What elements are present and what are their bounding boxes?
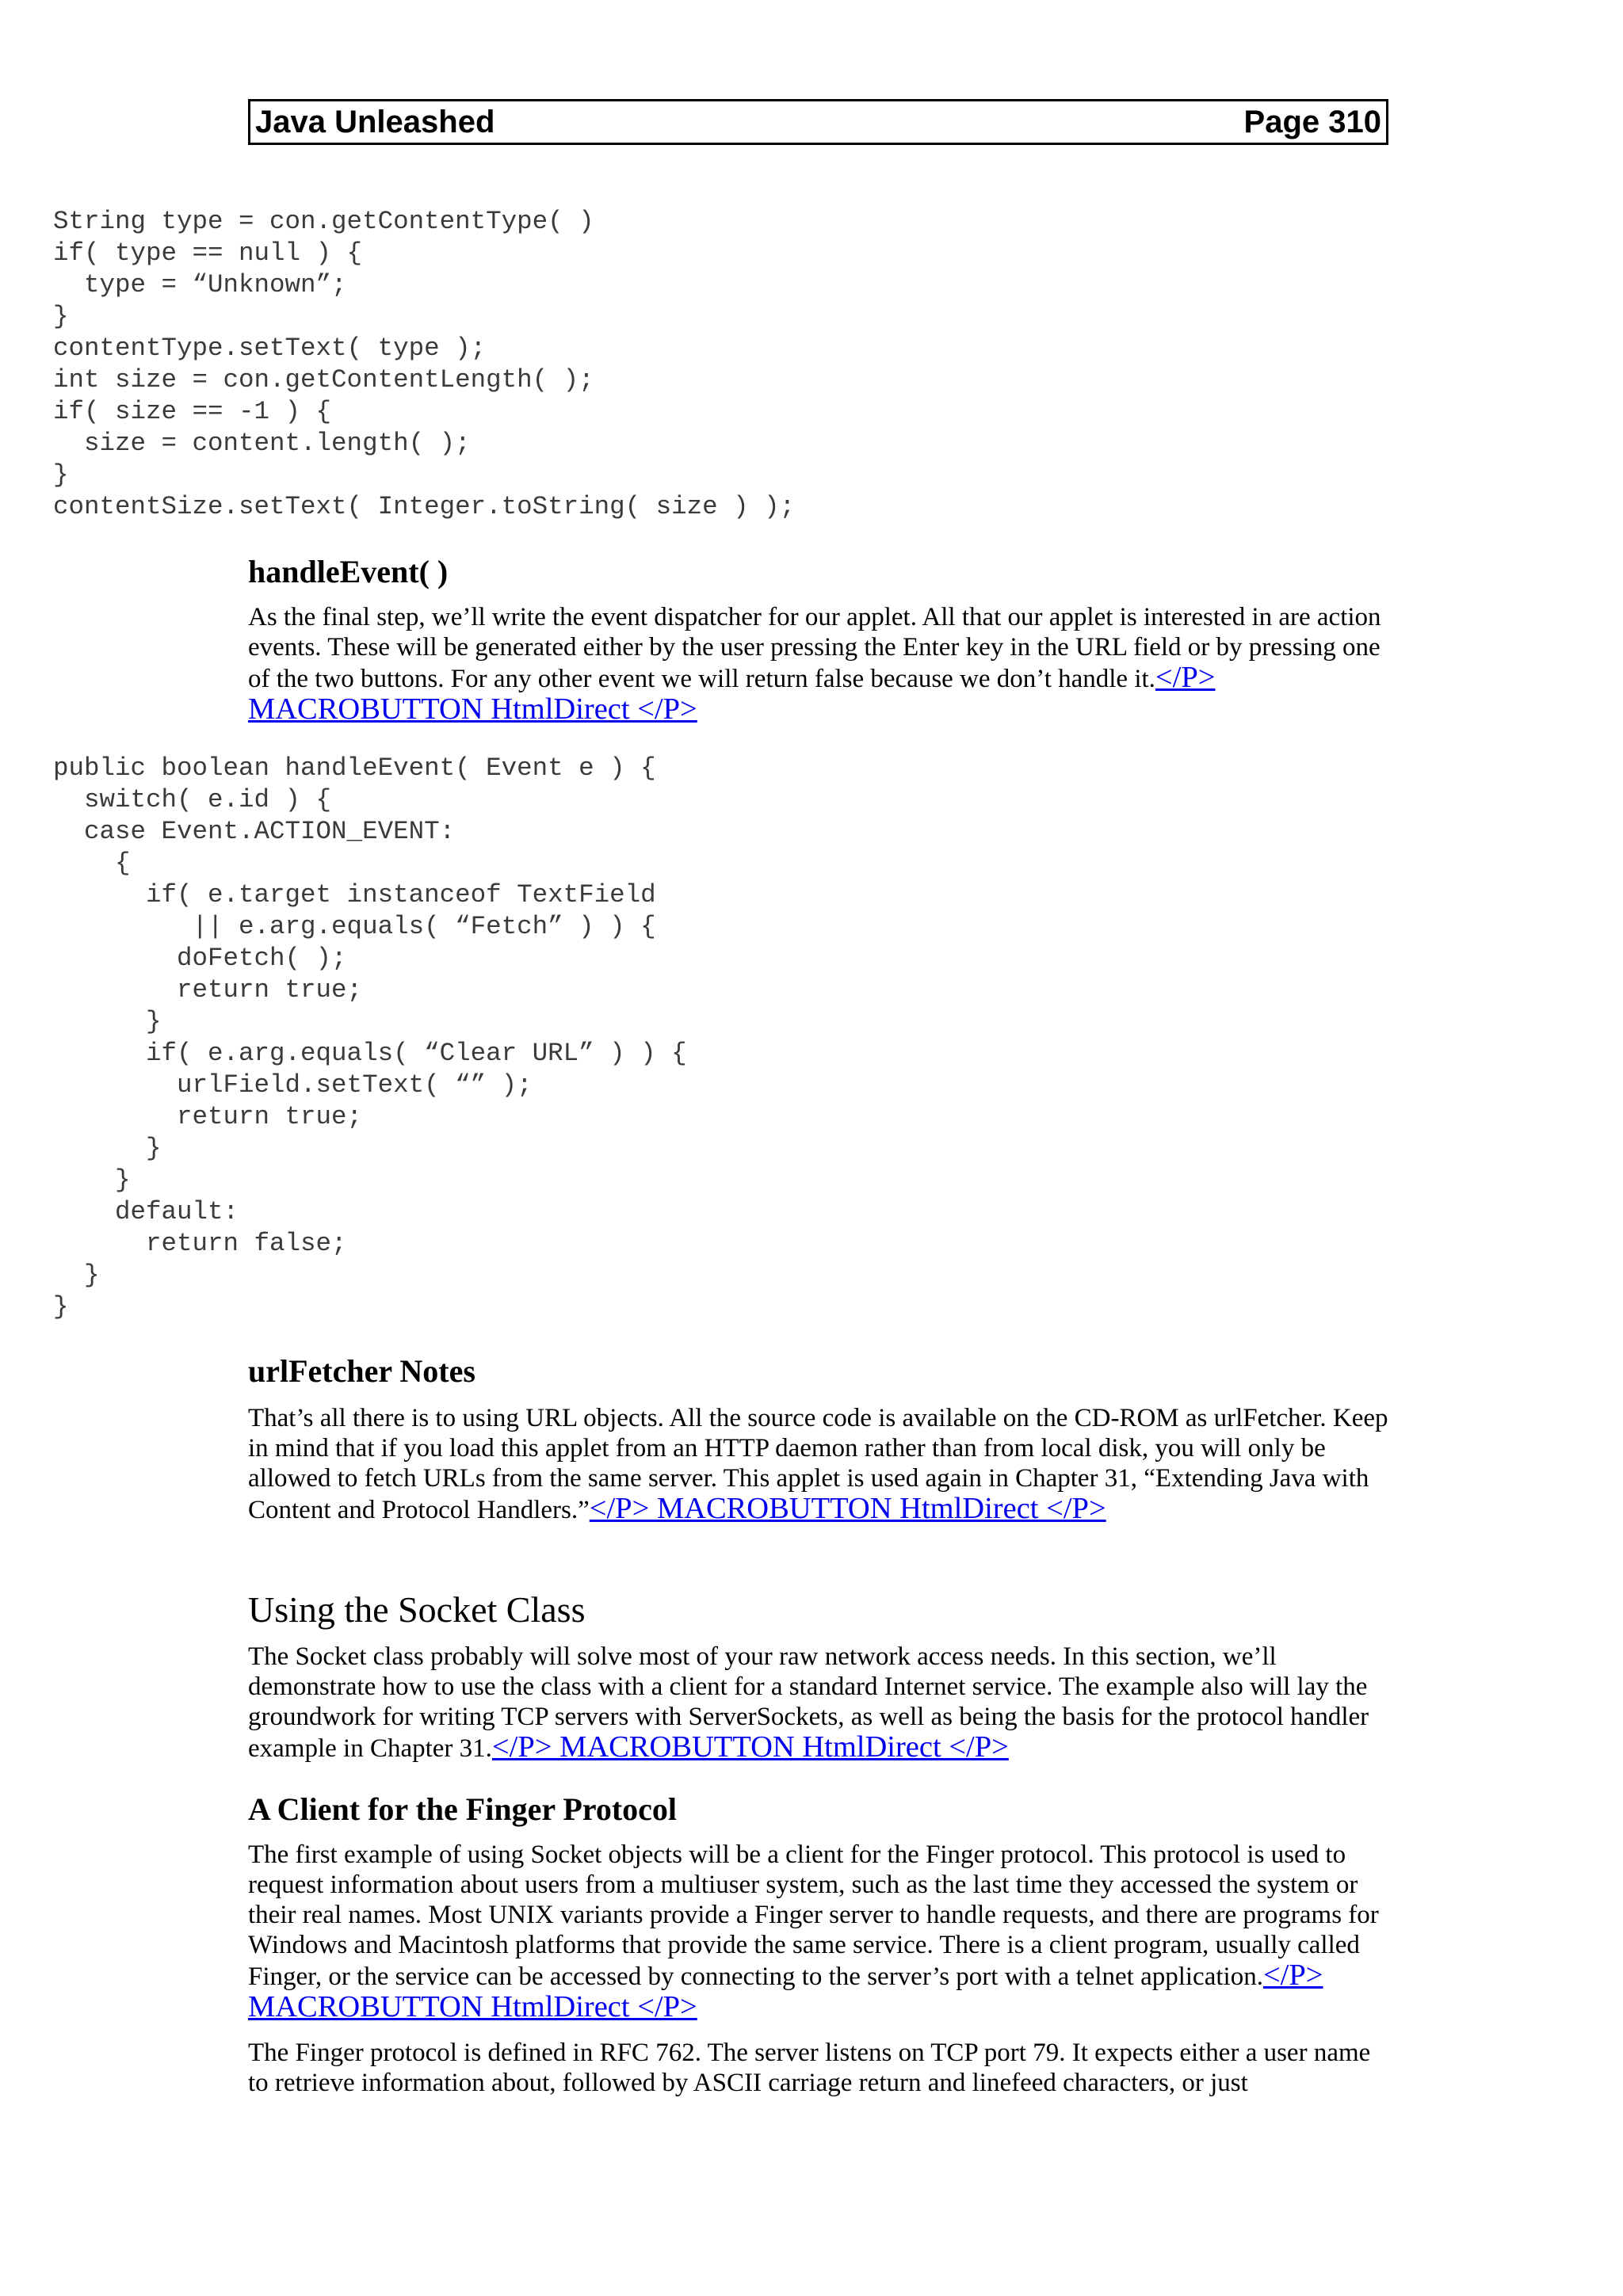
section-using-socket-class xyxy=(248,1588,1397,1764)
section-heading: Using the Socket Class xyxy=(248,1589,586,1630)
code-line: int size = con.getContentLength( ); xyxy=(53,365,594,395)
code-line: default: xyxy=(53,1197,239,1226)
section-url-fetcher-notes xyxy=(248,1352,1397,1525)
code-line: public boolean handleEvent( Event e ) { xyxy=(53,753,656,783)
code-line: urlField.setText( “” ); xyxy=(53,1070,533,1100)
paragraph-text: The Socket class probably will solve most of your raw network access needs. In this section, we’ll demonstrate how to use the class with a client for a standard Internet service. The example also will lay the groundwork for writing TCP servers with ServerSockets, as well as being the basis for the protocol handler example in Chapter 31. xyxy=(248,1642,1369,1763)
code-line: { xyxy=(53,849,131,878)
code-line: switch( e.id ) { xyxy=(53,785,332,814)
paragraph-text: The first example of using Socket objects will be a client for the Finger protocol. This protocol is used to request information about users from a multiuser system, such as the last time they accessed the system or their real names. Most UNIX variants provide a Finger server to handle requests, and there are programs for Windows and Macintosh platforms that provide the same service. There is a client program, usually called Finger, or the service can be accessed by connecting to the server’s port with a telnet application. xyxy=(248,1840,1379,1991)
paragraph-text: That’s all there is to using URL objects. All the source code is available on the CD-ROM as urlFetcher. Keep in mind that if you load this applet from an HTTP daemon rather than from local disk, you will only be allowed to fetch URLs from the same server. This applet is used again in Chapter 31, “Extending Java with Content and Protocol Handlers.” xyxy=(248,1404,1388,1524)
section-heading: handleEvent( ) xyxy=(248,554,449,589)
code-line: if( e.arg.equals( “Clear URL” ) ) { xyxy=(53,1039,687,1068)
code-line: doFetch( ); xyxy=(53,944,347,973)
paragraph-text: As the final step, we’ll write the event dispatcher for our applet. All that our applet is interested in are action events. These will be generated either by the user pressing the Enter key in the URL field or by pressing one of the two buttons. For any other event we will return false because we don’t handle it. xyxy=(248,603,1381,693)
section-heading: A Client for the Finger Protocol xyxy=(248,1791,678,1827)
code-line: contentType.setText( type ); xyxy=(53,334,487,363)
code-line: if( size == -1 ) { xyxy=(53,397,332,426)
section-paragraph xyxy=(248,1642,1397,1764)
page-number: Page 310 xyxy=(1243,104,1381,139)
page-header xyxy=(248,99,1388,145)
code-line: if( type == null ) { xyxy=(53,238,363,268)
section-heading: urlFetcher Notes xyxy=(248,1353,475,1389)
code-line: || e.arg.equals( “Fetch” ) ) { xyxy=(53,912,656,941)
macrobutton-link[interactable]: </P> MACROBUTTON HtmlDirect </P> xyxy=(491,1730,1009,1764)
code-line: if( e.target instanceof TextField xyxy=(53,880,656,910)
code-line: case Event.ACTION_EVENT: xyxy=(53,817,456,846)
section-paragraph xyxy=(248,602,1397,726)
book-title: Java Unleashed xyxy=(255,104,495,139)
code-line: return true; xyxy=(53,975,363,1005)
code-line: } xyxy=(53,1292,69,1322)
section-paragraph xyxy=(248,1840,1397,2023)
code-block-content-type xyxy=(53,206,795,523)
code-line: } xyxy=(53,302,69,331)
code-line: } xyxy=(53,460,69,490)
code-line: } xyxy=(53,1261,100,1290)
code-line: } xyxy=(53,1007,162,1036)
code-line: size = content.length( ); xyxy=(53,429,471,458)
code-line: String type = con.getContentType( ) xyxy=(53,207,594,236)
code-line: type = “Unknown”; xyxy=(53,270,347,299)
code-line: } xyxy=(53,1165,131,1195)
macrobutton-link[interactable]: </P> MACROBUTTON HtmlDirect </P> xyxy=(248,1958,1323,2023)
code-line: } xyxy=(53,1134,162,1163)
section-finger-client xyxy=(248,1791,1397,2098)
section-handle-event xyxy=(248,553,1397,726)
section-paragraph-2: The Finger protocol is defined in RFC 762. The server listens on TCP port 79. It expects either a user name to retrieve information about, followed by ASCII carriage return and linefeed characters, or just xyxy=(248,2039,1371,2097)
macrobutton-link[interactable]: </P> MACROBUTTON HtmlDirect </P> xyxy=(589,1492,1106,1525)
code-line: return true; xyxy=(53,1102,363,1131)
code-line: contentSize.setText( Integer.toString( size ) ); xyxy=(53,492,796,521)
macrobutton-link[interactable]: </P> MACROBUTTON HtmlDirect </P> xyxy=(248,661,1216,726)
section-paragraph xyxy=(248,1403,1397,1525)
code-block-handle-event xyxy=(53,753,687,1323)
code-line: return false; xyxy=(53,1229,347,1258)
